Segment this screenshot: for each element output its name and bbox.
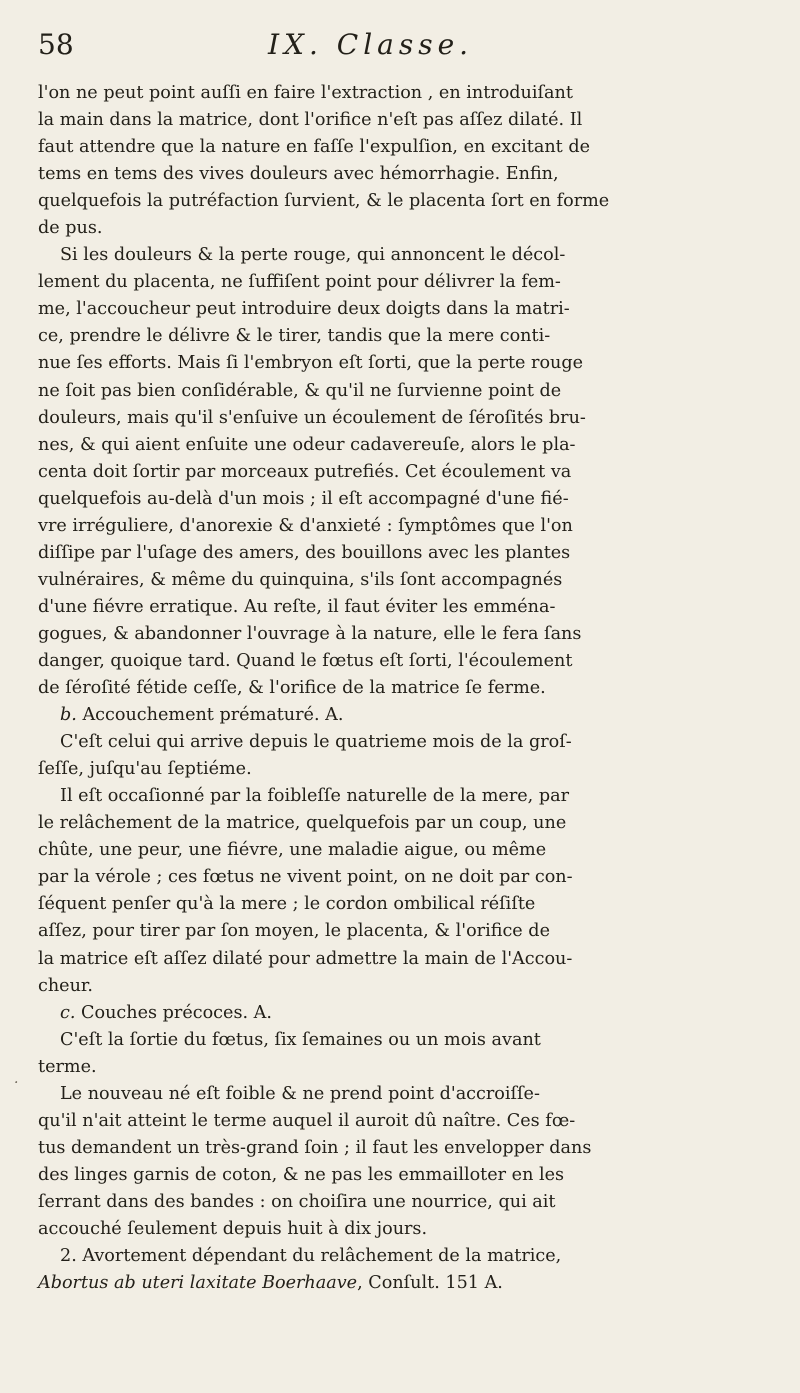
text-line: me, l'accoucheur peut introduire deux doigts dans la matri- [38, 299, 570, 320]
text-line: cheur. [38, 975, 93, 996]
text-line: danger, quoique tard. Quand le fœtus eſt ſorti, l'écoulement [38, 650, 573, 671]
text-line: aſſez, pour tirer par ſon moyen, le placenta, & l'orifice de [38, 921, 550, 942]
text-line: 2. Avortement dépendant du relâchement de la matrice, [60, 1246, 562, 1267]
text-line: ne ſoit pas bien conſidérable, & qu'il ne ſurvienne point de [38, 380, 562, 401]
text-line: Le nouveau né eſt foible & ne prend point d'accroiſſe- [60, 1083, 540, 1104]
text-line: nes, & qui aient enſuite une odeur cadavereuſe, alors le pla- [38, 434, 576, 455]
text-line: qu'il n'ait atteint le terme auquel il auroit dû naître. Ces fœ- [38, 1110, 576, 1131]
text-line: chûte, une peur, une fiévre, une maladie aigue, ou même [38, 840, 547, 861]
text-line: terme. [38, 1056, 97, 1077]
text-line: Si les douleurs & la perte rouge, qui annoncent le décol- [60, 245, 566, 266]
text-line: la main dans la matrice, dont l'orifice n'eſt pas aſſez dilaté. Il [38, 110, 583, 131]
text-line: diſſipe par l'uſage des amers, des bouillons avec les plantes [38, 542, 571, 563]
text-line: l'on ne peut point auſſi en faire l'extraction , en introduiſant [38, 83, 573, 103]
text-line: Abortus ab uteri laxitate Boerhaave, Conſult. 151 A. [38, 1273, 503, 1294]
text-line: de pus. [38, 218, 103, 239]
text-line: tus demandent un très-grand ſoin ; il faut les envelopper dans [38, 1137, 592, 1158]
text-line: tems en tems des vives douleurs avec hémorrhagie. Enfin, [38, 164, 559, 185]
running-title: IX. Classe. [268, 28, 474, 61]
text-line: d'une fiévre erratique. Au reſte, il faut éviter les emména- [38, 596, 556, 617]
text-line: Il eſt occaſionné par la foibleſſe naturelle de la mere, par [60, 786, 570, 807]
text-line: c. Couches précoces. A. [60, 1002, 272, 1023]
text-line: ſerrant dans des bandes : on choiſira une nourrice, qui ait [38, 1191, 556, 1212]
text-line: douleurs, mais qu'il s'enſuive un écoulement de ſéroſités bru- [38, 407, 586, 428]
text-line: lement du placenta, ne ſuffiſent point pour délivrer la fem- [38, 272, 561, 293]
page-header [38, 28, 758, 68]
text-line: ſéquent penſer qu'à la mere ; le cordon ombilical réſiſte [38, 894, 536, 915]
text-line: vre irréguliere, d'anorexie & d'anxieté : ſymptômes que l'on [38, 515, 573, 536]
text-line: faut attendre que la nature en faſſe l'expulſion, en excitant de [38, 137, 590, 158]
body-text [38, 80, 760, 1297]
text-line: b. Accouchement prématuré. A. [60, 705, 344, 726]
margin-mark: · [14, 1075, 19, 1091]
text-line: accouché ſeulement depuis huit à dix jours. [38, 1218, 428, 1239]
text-line: par la vérole ; ces fœtus ne vivent point, on ne doit par con- [38, 867, 573, 888]
page-number: 58 [38, 28, 74, 61]
text-line: C'eſt la ſortie du fœtus, ſix ſemaines ou un mois avant [60, 1029, 541, 1050]
text-line: la matrice eſt aſſez dilaté pour admettre la main de l'Accou- [38, 948, 573, 969]
text-line: gogues, & abandonner l'ouvrage à la nature, elle le fera ſans [38, 623, 582, 644]
text-line: C'eſt celui qui arrive depuis le quatrieme mois de la groſ- [60, 732, 572, 753]
text-line: ce, prendre le délivre & le tirer, tandis que la mere conti- [38, 326, 551, 347]
text-line: nue ſes efforts. Mais ſi l'embryon eſt ſorti, que la perte rouge [38, 353, 584, 374]
text-line: ſeſſe, juſqu'au ſeptiéme. [38, 759, 252, 780]
text-line: des linges garnis de coton, & ne pas les emmailloter en les [38, 1164, 565, 1185]
text-line: quelquefois la putréfaction ſurvient, & le placenta ſort en forme [38, 191, 610, 212]
text-line: vulnéraires, & même du quinquina, s'ils ſont accompagnés [38, 569, 563, 590]
text-line: de ſéroſité fétide ceſſe, & l'orifice de la matrice ſe ferme. [38, 678, 546, 699]
text-line: le relâchement de la matrice, quelquefois par un coup, une [38, 813, 567, 834]
text-line: centa doit ſortir par morceaux putrefiés. Cet écoulement va [38, 461, 572, 482]
text-line: quelquefois au-delà d'un mois ; il eſt accompagné d'une fié- [38, 488, 569, 509]
